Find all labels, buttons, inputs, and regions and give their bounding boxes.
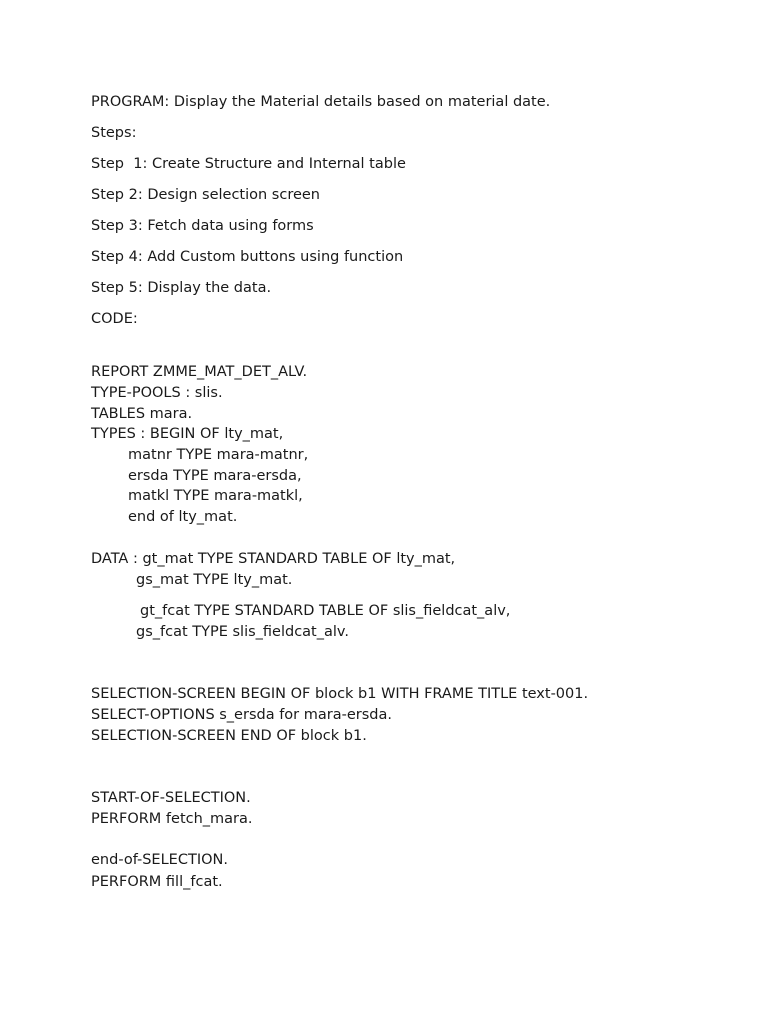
code-line: SELECTION-SCREEN END OF block b1.: [91, 728, 367, 744]
step-item: Step 2: Design selection screen: [91, 187, 320, 203]
code-line: matkl TYPE mara-matkl,: [128, 488, 303, 504]
program-title: PROGRAM: Display the Material details based on material date.: [91, 94, 551, 110]
code-line: SELECT-OPTIONS s_ersda for mara-ersda.: [91, 707, 392, 723]
code-heading: CODE:: [91, 311, 138, 327]
step-item: Step 3: Fetch data using forms: [91, 218, 314, 234]
code-line: SELECTION-SCREEN BEGIN OF block b1 WITH FRAME TITLE text-001.: [91, 686, 589, 702]
code-line: matnr TYPE mara-matnr,: [128, 447, 309, 463]
code-line: gs_fcat TYPE slis_fieldcat_alv.: [136, 624, 349, 640]
step-item: Step 4: Add Custom buttons using function: [91, 249, 404, 265]
code-line: TYPES : BEGIN OF lty_mat,: [91, 426, 284, 442]
step-item: Step 1: Create Structure and Internal table: [91, 156, 406, 172]
code-line: gt_fcat TYPE STANDARD TABLE OF slis_fieldcat_alv,: [140, 603, 511, 619]
code-line: TYPE-POOLS : slis.: [91, 385, 223, 401]
code-line: end-of-SELECTION.: [91, 852, 228, 868]
code-line: ersda TYPE mara-ersda,: [128, 468, 302, 484]
code-line: PERFORM fetch_mara.: [91, 811, 253, 827]
code-line: end of lty_mat.: [128, 509, 238, 525]
code-line: PERFORM fill_fcat.: [91, 874, 223, 890]
step-item: Step 5: Display the data.: [91, 280, 272, 296]
code-line: DATA : gt_mat TYPE STANDARD TABLE OF lty_mat,: [91, 551, 456, 567]
steps-heading: Steps:: [91, 125, 137, 141]
code-line: REPORT ZMME_MAT_DET_ALV.: [91, 364, 308, 380]
code-line: gs_mat TYPE lty_mat.: [136, 572, 293, 588]
code-line: TABLES mara.: [91, 406, 193, 422]
code-line: START-OF-SELECTION.: [91, 790, 251, 806]
